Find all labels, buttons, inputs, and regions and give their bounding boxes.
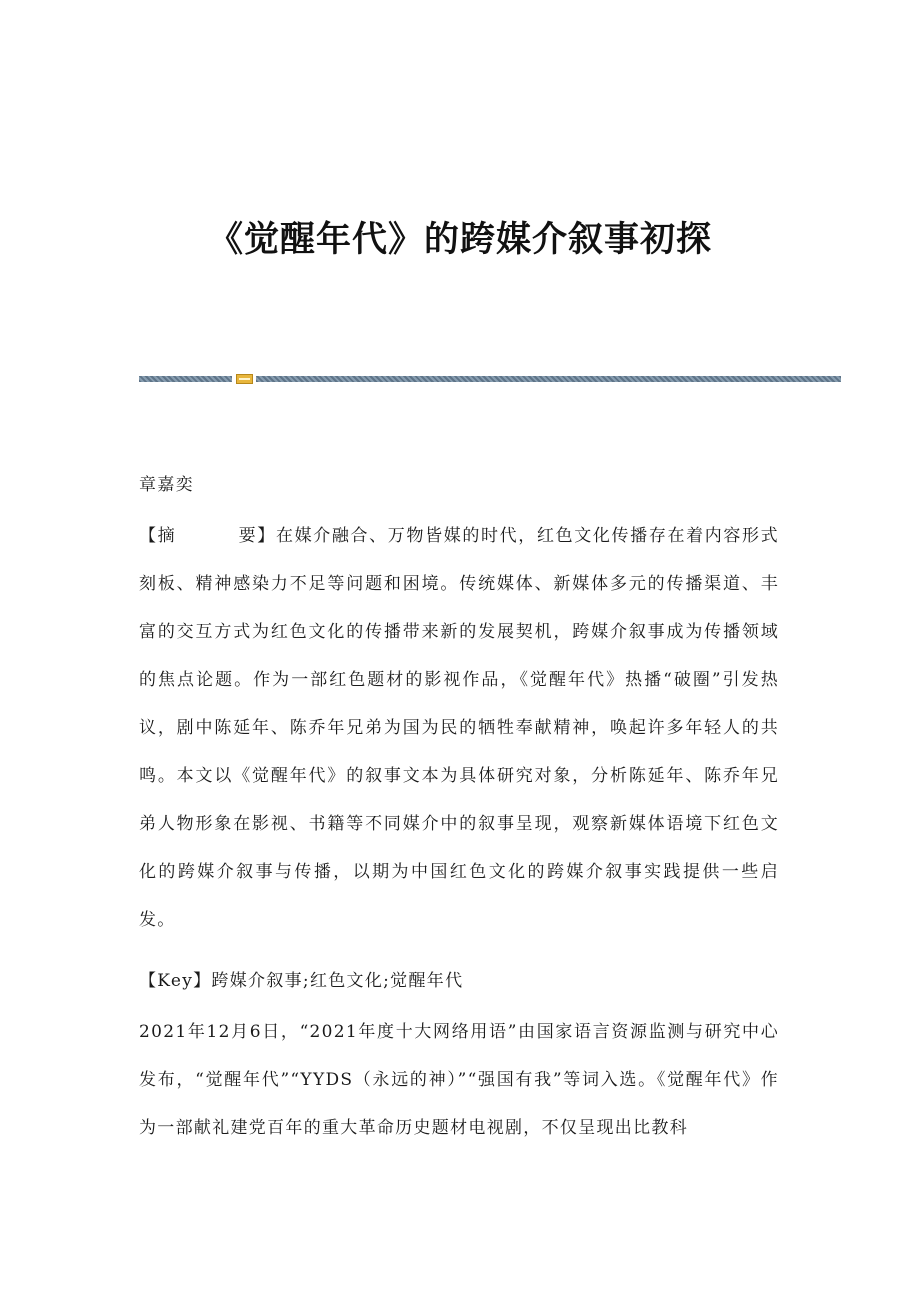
- divider-bar-right: [256, 376, 841, 382]
- abstract-paragraph: [139, 512, 779, 944]
- author-name: 章嘉奕: [139, 475, 194, 495]
- intro-paragraph: 2021年12月6日，“2021年度十大网络用语”由国家语言资源监测与研究中心发布，“觉醒年代”“YYDS（永远的神）”“强国有我”等词入选。《觉醒年代》作为一部献礼建党百年的重大革命历史题材电视剧，不仅呈现出比教科: [139, 1022, 779, 1138]
- abstract-text: 在媒介融合、万物皆媒的时代，红色文化传播存在着内容形式刻板、精神感染力不足等问题和困境。传统媒体、新媒体多元的传播渠道、丰富的交互方式为红色文化的传播带来新的发展契机，跨媒介叙事成为传播领域的焦点论题。作为一部红色题材的影视作品，《觉醒年代》热播“破圈”引发热议，剧中陈延年、陈乔年兄弟为国为民的牺牲奉献精神，唤起许多年轻人的共鸣。本文以《觉醒年代》的叙事文本为具体研究对象，分析陈延年、陈乔年兄弟人物形象在影视、书籍等不同媒介中的叙事呈现，观察新媒体语境下红色文化的跨媒介叙事与传播，以期为中国红色文化的跨媒介叙事实践提供一些启发。: [139, 526, 779, 930]
- keywords-line: [139, 957, 779, 1005]
- keywords-text: 跨媒介叙事;红色文化;觉醒年代: [211, 971, 464, 991]
- abstract-label-close: 要】: [238, 526, 276, 546]
- divider-emblem-icon: [236, 374, 253, 384]
- title-divider: [139, 374, 841, 384]
- abstract-label-open: 【摘: [139, 526, 177, 546]
- keywords-label: 【Key】: [139, 971, 212, 991]
- document-title: 《觉醒年代》的跨媒介叙事初探: [207, 220, 712, 260]
- divider-bar-left: [139, 376, 232, 382]
